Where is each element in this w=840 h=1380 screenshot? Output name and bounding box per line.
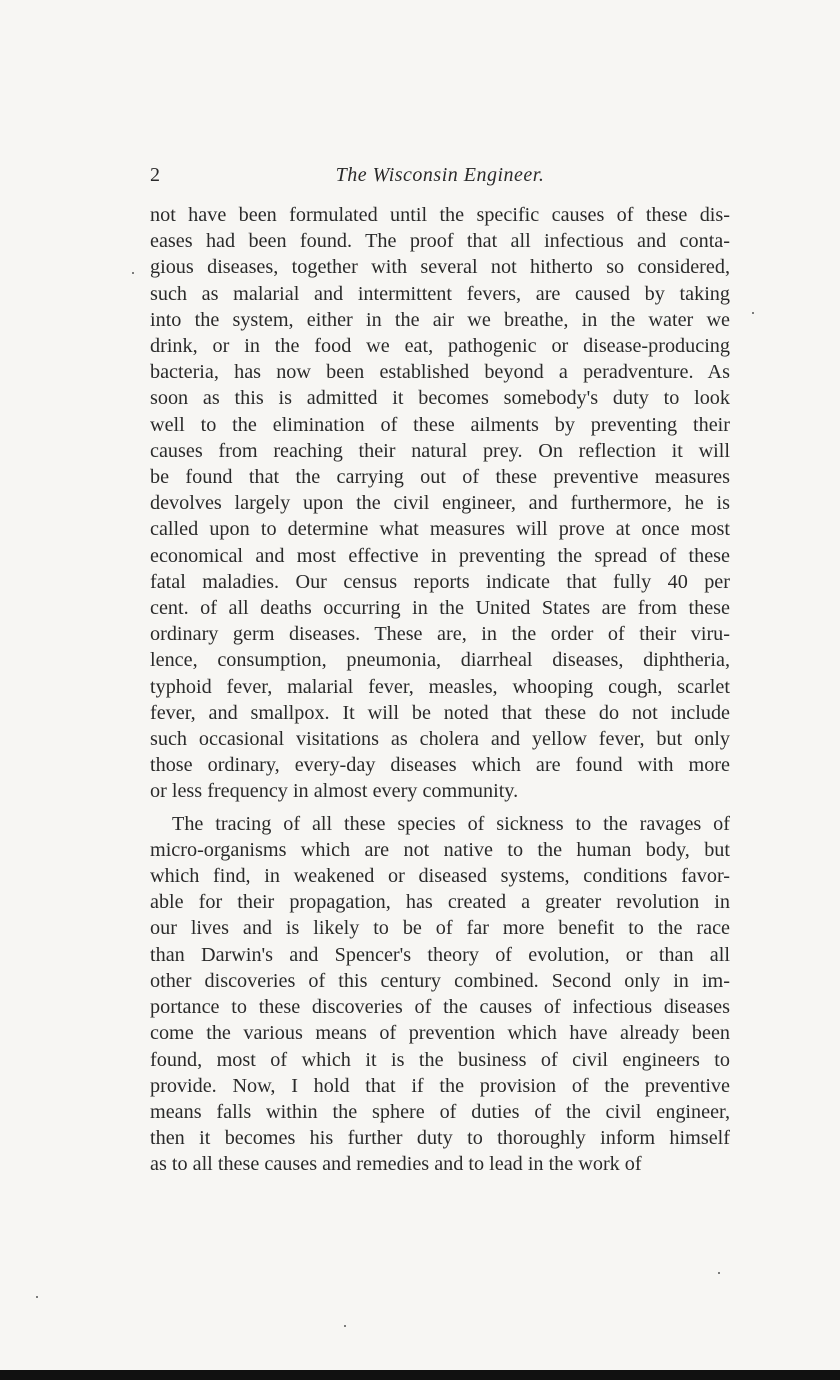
text-line: causes from reaching their natural prey. On reflection it will [150, 439, 730, 462]
text-line: eases had been found. The proof that all infectious and conta- [150, 230, 730, 253]
text-line: or less frequency in almost every community. [150, 780, 519, 803]
text-line: which find, in weakened or diseased systems, conditions favor- [150, 865, 730, 888]
text-line: bacteria, has now been established beyond a peradventure. As [150, 361, 730, 384]
text-line: economical and most effective in preventing the spread of these [150, 544, 730, 567]
text-line: devolves largely upon the civil engineer, and furthermore, he is [150, 492, 730, 515]
text-line: typhoid fever, malarial fever, measles, whooping cough, scarlet [150, 675, 730, 698]
scan-speck [344, 1325, 346, 1327]
scan-speck [132, 272, 134, 274]
text-line: well to the elimination of these ailments by preventing their [150, 413, 730, 436]
body-text [150, 202, 730, 1178]
text-line: The tracing of all these species of sickness to the ravages of [172, 812, 730, 835]
text-line: such occasional visitations as cholera and yellow fever, but only [150, 728, 730, 751]
page-number: 2 [150, 164, 160, 186]
scan-speck [752, 312, 754, 314]
scan-edge [0, 1370, 840, 1380]
text-line: as to all these causes and remedies and to lead in the work of [150, 1153, 642, 1176]
text-line: portance to these discoveries of the causes of infectious diseases [150, 996, 730, 1019]
text-line: means falls within the sphere of duties of the civil engineer, [150, 1100, 730, 1123]
text-line: than Darwin's and Spencer's theory of evolution, or than all [150, 943, 730, 966]
running-title: The Wisconsin Engineer. [335, 164, 545, 186]
paragraph [150, 811, 730, 1178]
text-line: into the system, either in the air we breathe, in the water we [150, 308, 730, 331]
text-line: then it becomes his further duty to thoroughly inform himself [150, 1127, 730, 1150]
text-line: be found that the carrying out of these preventive measures [150, 466, 730, 489]
text-line: those ordinary, every-day diseases which are found with more [150, 754, 730, 777]
text-line: able for their propagation, has created a greater revolution in [150, 891, 730, 914]
text-line: not have been formulated until the specific causes of these dis- [150, 204, 730, 226]
text-line: soon as this is admitted it becomes somebody's duty to look [150, 387, 730, 410]
scan-speck [36, 1296, 38, 1298]
text-line: ordinary germ diseases. These are, in the order of their viru- [150, 623, 730, 646]
text-line: fever, and smallpox. It will be noted that these do not include [150, 701, 730, 724]
text-line: cent. of all deaths occurring in the United States are from these [150, 597, 730, 620]
paragraph [150, 202, 730, 805]
text-line: come the various means of prevention which have already been [150, 1022, 730, 1045]
text-line: provide. Now, I hold that if the provision of the preventive [150, 1074, 730, 1097]
text-line: such as malarial and intermittent fevers, are caused by taking [150, 282, 730, 305]
text-line: lence, consumption, pneumonia, diarrheal diseases, diphtheria, [150, 649, 730, 672]
text-line: found, most of which it is the business of civil engineers to [150, 1048, 730, 1071]
text-line: other discoveries of this century combined. Second only in im- [150, 969, 730, 992]
text-line: micro-organisms which are not native to the human body, but [150, 838, 730, 861]
text-line: drink, or in the food we eat, pathogenic or disease-producing [150, 335, 730, 358]
text-line: called upon to determine what measures will prove at once most [150, 518, 730, 541]
text-line: gious diseases, together with several not hitherto so considered, [150, 256, 730, 279]
text-line: our lives and is likely to be of far more benefit to the race [150, 917, 730, 940]
page-header [150, 164, 730, 194]
text-line: fatal maladies. Our census reports indicate that fully 40 per [150, 570, 730, 593]
scan-speck [718, 1272, 720, 1274]
